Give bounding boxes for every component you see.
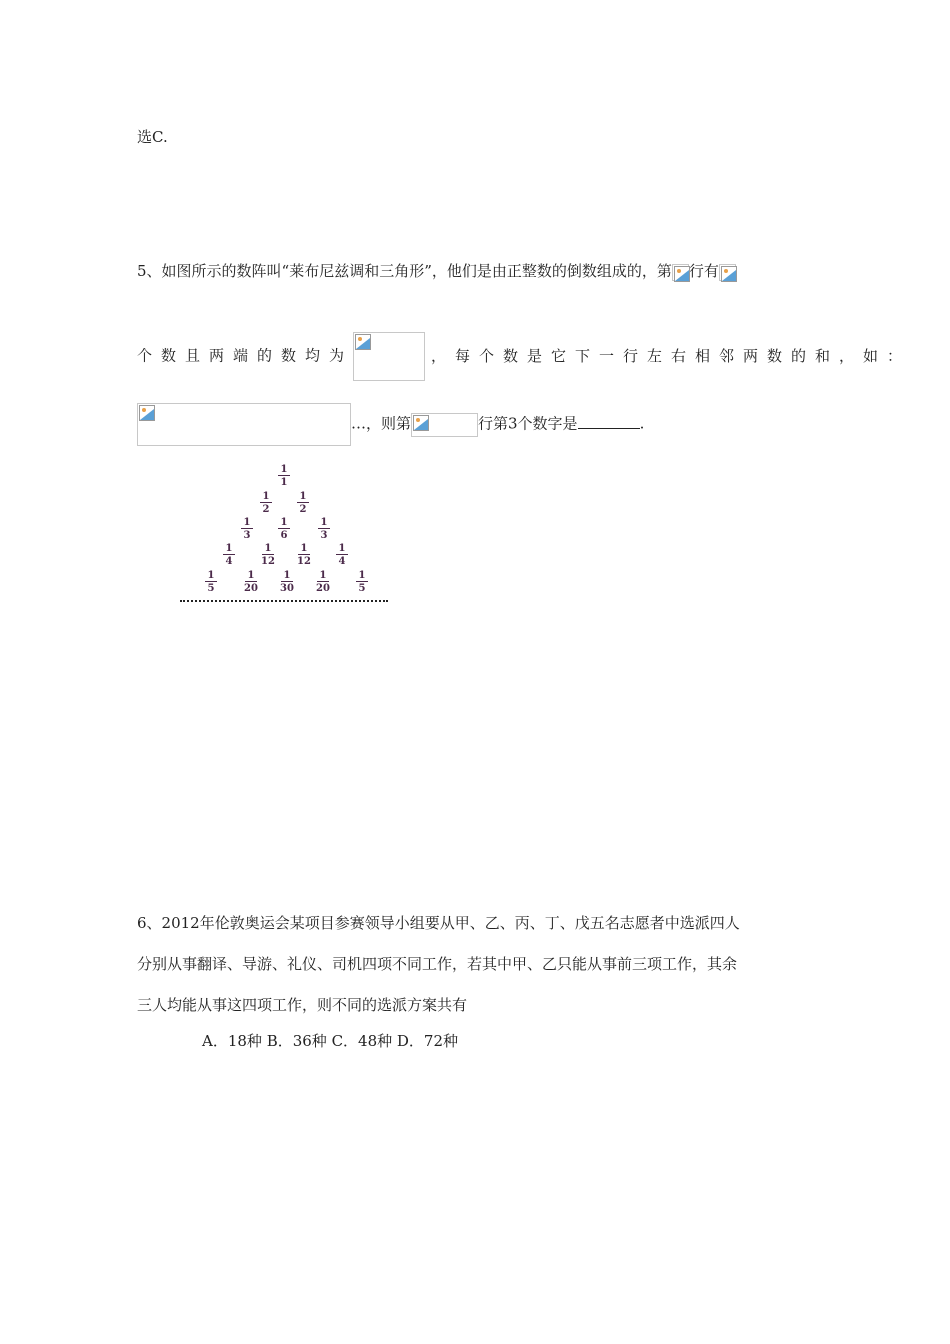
fraction: 1 4 <box>327 543 357 567</box>
q5-line-3 <box>137 403 644 446</box>
image-placeholder-row-number <box>411 413 478 437</box>
q5-text-1a: 5、如图所示的数阵叫“莱布尼兹调和三角形”，他们是由正整数的倒数组成的，第 <box>137 262 672 280</box>
broken-image-icon <box>139 405 155 421</box>
image-placeholder-endpoint-value <box>353 332 425 381</box>
fraction: 1 3 <box>232 517 262 541</box>
fraction: 1 2 <box>251 491 281 515</box>
q5-text-2a: 个数且两端的数均为 <box>137 346 354 365</box>
image-placeholder-example <box>137 403 351 446</box>
fraction: 1 12 <box>297 543 311 567</box>
broken-image-icon <box>674 266 690 282</box>
q5-text-3b: 行第3个数字是 <box>478 414 578 433</box>
q5-text-1b: 行有 <box>688 262 719 280</box>
fraction: 1 20 <box>316 570 330 594</box>
previous-answer: 选C. <box>137 128 168 146</box>
q5-text-3c: . <box>639 414 645 433</box>
fraction: 1 5 <box>347 570 377 594</box>
q6-options: A．18种 B．36种 C．48种 D．72种 <box>202 1032 459 1050</box>
image-placeholder-n <box>672 264 689 281</box>
fraction: 1 6 <box>269 517 299 541</box>
fraction: 1 20 <box>244 570 258 594</box>
broken-image-icon <box>413 415 429 431</box>
broken-image-icon <box>721 266 737 282</box>
broken-image-icon <box>355 334 371 350</box>
q6-line-3: 三人均能从事这四项工作，则不同的选派方案共有 <box>137 996 468 1014</box>
continuation-dotted-line <box>180 600 388 602</box>
q5-line-2 <box>137 332 911 381</box>
answer-blank[interactable] <box>578 414 640 429</box>
fraction: 1 3 <box>309 517 339 541</box>
q6-line-1: 6、2012年伦敦奥运会某项目参赛领导小组要从甲、乙、丙、丁、戊五名志愿者中选派四人 <box>137 914 740 932</box>
q5-text-3a: …，则第 <box>351 414 412 433</box>
q5-text-2b: ，每个数是它下一行左右相邻两数的和，如： <box>431 346 912 365</box>
fraction: 1 2 <box>288 491 318 515</box>
fraction: 1 5 <box>196 570 226 594</box>
fraction: 1 30 <box>280 570 294 594</box>
fraction: 1 1 <box>269 464 299 488</box>
q6-line-2: 分别从事翻译、导游、礼仪、司机四项不同工作，若其中甲、乙只能从事前三项工作，其余 <box>137 955 738 973</box>
q5-line-1 <box>137 261 736 281</box>
fraction: 1 12 <box>261 543 275 567</box>
image-placeholder-n-count <box>719 264 736 281</box>
fraction: 1 4 <box>214 543 244 567</box>
